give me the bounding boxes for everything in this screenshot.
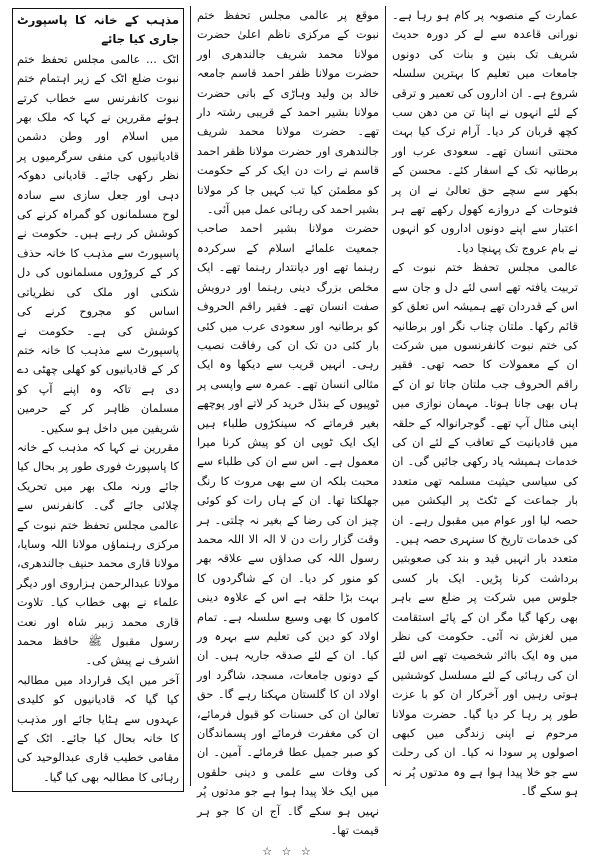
paragraph: مقررین نے کہا کہ مذہب کے خانہ کا پاسپورٹ فوری طور پر بحال کیا جائے ورنہ ملک بھر میں تحریک چلائی جائے گی۔ کانفرنس سے عالمی مجلس تحفظ ختم نبوت کے مرکزی رہنماؤں مولانا اللہ وسایا، مولانا قاری محمد حنیف جالندھری، مولانا عبدالرحمن ہزاروی اور دیگر علماء نے بھی خطاب کیا۔ تلاوت قاری محمد زبیر شاہ اور نعت رسول مقبول ﷺ حافظ محمد اشرف نے پیش کی۔ [17, 440, 179, 668]
paragraph: موقع پر عالمی مجلس تحفظ ختم نبوت کے مرکزی ناظم اعلیٰ حضرت مولانا محمد شریف جالندھری اور حضرت مولانا ظفر احمد قاسم جامعہ خالد بن ولید وہاڑی کے بانی حضرت مولانا بشیر احمد کے قریبی رشتہ دار تھے۔ حضرت مولانا محمد شریف جالندھری اور حضرت مولانا ظفر احمد قاسم نے رات دن ایک کر کے حکومت کو مطمئن کیا تب کہیں جا کر مولانا بشیر احمد کی رہائی عمل میں آئی۔ [197, 9, 379, 217]
news-box [12, 8, 184, 792]
paragraph: حضرت مولانا بشیر احمد صاحب جمعیت علمائے اسلام کے سرکردہ رہنما تھے اور دیانتدار رہنما تھے۔ ایک مخلص بزرگ دینی رہنما اور درویش صفت انسان تھے۔ فقیر راقم الحروف کو برطانیہ اور سعودی عرب میں کئی بار کئی دن تک ان کی رفاقت نصیب رہی۔ انہیں قریب سے دیکھا وہ ایک مثالی انسان تھے۔ عمرہ سے واپسی پر ٹوپیوں کے بنڈل خرید کر لاتے اور پوچھے بغیر فرماتے کہ سینکڑوں طلباء ہیں ایک ایک ٹوپی ان کو پیش کرنا میرا معمول ہے۔ اس سے ان کی طلباء سے محبت بلکہ ان سے بھی مروت کا رنگ جھلکتا تھا۔ ان کے ہاں رات کو کوئی چیز ان کی رضا کے بغیر نہ چلتی۔ ہر وقت گزار رات دن لا الہ الا اللہ محمد رسول اللہ کی صداؤں سے علاقہ بھر کو منور کر دیا۔ ان کے شاگردوں کا بہت بڑا حلقہ ہے اس کے علاوہ دینی کاموں کا بھی وسیع سلسلہ ہے۔ تمام اولاد کو دین کی تعلیم سے بہرہ ور کیا۔ ان کے لئے صدقہ جاریہ ہیں۔ ان کے دونوں جامعات، مسجد، شاگرد اور اولاد ان کا گلستان مہکتا رہے گا۔ حق تعالیٰ ان کی حسنات کو قبول فرمائے، ان کی مغفرت فرمائے اور پسماندگان کو صبر جمیل عطا فرمائے۔ آمین۔ ان کی وفات سے علمی و دینی حلقوں میں ایک خلا پیدا ہوا ہے جو مدتوں پُر نہیں ہو سکے گا۔ آج ان کا جو ہر قیمت تھا۔ [197, 222, 379, 838]
end-stars: ☆ ☆ ☆ [262, 845, 314, 859]
columns [6, 6, 584, 859]
paragraph: متعدد بار انہیں قید و بند کی صعوبتیں برداشت کرنا پڑیں۔ ایک بار کسی جلوس میں شرکت پر ضلع سے باہر بھی رکھا گیا مگر ان کے پائے استقامت میں لغزش نہ آئی۔ حکومت کی نظر میں وہ ایک بااثر شخصیت تھے اس لئے ان کی رہائی کے لئے مسلسل کوششیں ہوتی رہیں اور آخرکار ان کو با عزت طور پر رہا کر دیا گیا۔ حضرت مولانا مرحوم نے اپنی زندگی میں کبھی اصولوں پر سودا نہ کیا۔ ان کی رحلت سے جو خلا پیدا ہوا ہے وہ مدتوں پُر نہ ہو سکے گا۔ [392, 552, 578, 799]
headline: مذہب کے خانہ کا پاسپورٹ جاری کیا جائے [17, 13, 179, 47]
column-middle [190, 6, 386, 859]
paragraph: عمارت کے منصوبہ پر کام ہو رہا ہے۔ نورانی قاعدہ سے لے کر دورہ حدیث شریف تک بنین و بنات کی دونوں جامعات میں تعلیم کا بہترین سلسلہ شروع ہے۔ ان اداروں کی تعمیر و ترقی کے لئے انہوں نے اپنا تن من دھن سب کچھ قربان کر دیا۔ آرام ترک کیا بہت محنتی انسان تھے۔ سعودی عرب اور برطانیہ تک کے اسفار کئے۔ محسن کے بکھر سے سچے حق تعالیٰ نے ان پر فتوحات کے دروازے کھول رکھے تھے ہر اعتبار سے اپنے دونوں اداروں کو انہوں نے بام عروج تک پہنچا دیا۔ [392, 9, 578, 255]
paragraph: اٹک ... عالمی مجلس تحفظ ختم نبوت ضلع اٹک کے زیر اہتمام ختم نبوت کانفرنس سے خطاب کرتے ہوئے مقررین نے کہا کہ ملک بھر میں اسلام اور وطن دشمن قادیانیوں کی منفی سرگرمیوں پر نظر رکھی جائے۔ قادیانی دھوکہ دہی اور جعل سازی سے سادہ لوح مسلمانوں کو گمراہ کرنے کی کوشش کر رہے ہیں۔ حکومت نے پاسپورٹ سے مذہب کا خانہ حذف کر کے کروڑوں مسلمانوں کی دل شکنی اور ملک کی نظریاتی اساس کو مجروح کرنے کی کوشش کی ہے۔ حکومت نے پاسپورٹ سے مذہب کا خانہ ختم کر کے قادیانیوں کو کھلی چھٹی دے دی ہے تاکہ وہ اپنے آپ کو مسلمان ظاہر کر کے حرمین شریفین میں داخل ہو سکیں۔ [17, 52, 179, 435]
paragraph: آخر میں ایک قرارداد میں مطالبہ کیا گیا کہ قادیانیوں کو کلیدی عہدوں سے ہٹایا جائے اور مذہب کا خانہ بحال کیا جائے۔ اٹک کے مقامی خطیب قاری عبدالوحید کی رہائی کا مطالبہ بھی کیا گیا۔ [17, 673, 179, 784]
column-right [386, 6, 584, 799]
paragraph: عالمی مجلس تحفظ ختم نبوت کے تربیت یافتہ تھے اسی لئے دل و جان سے اس کے قدردان تھے ہمیشہ اس تعلق کو قائم رکھا۔ ملتان چناب نگر اور برطانیہ کی ختم نبوت کانفرنسوں میں شرکت ان کے معمولات کا حصہ تھی۔ فقیر راقم الحروف جب ملتان جاتا تو ان کے ہاں بھی جانا ہوتا۔ مہمان نوازی میں اپنی مثال آپ تھے۔ گوجرانوالہ کے حلقہ میں قادیانیت کے تعاقب کے لئے ان کی خدمات ہمیشہ یاد رکھی جائیں گی۔ ان کی سیاسی حیثیت مسلمہ تھی متعدد بار جماعت کے ٹکٹ پر الیکشن میں حصہ لیا اور عوام میں مقبول رہے۔ ان کی خدمات تاریخ کا سنہری حصہ ہیں۔ [392, 261, 578, 546]
column-left [6, 6, 190, 786]
